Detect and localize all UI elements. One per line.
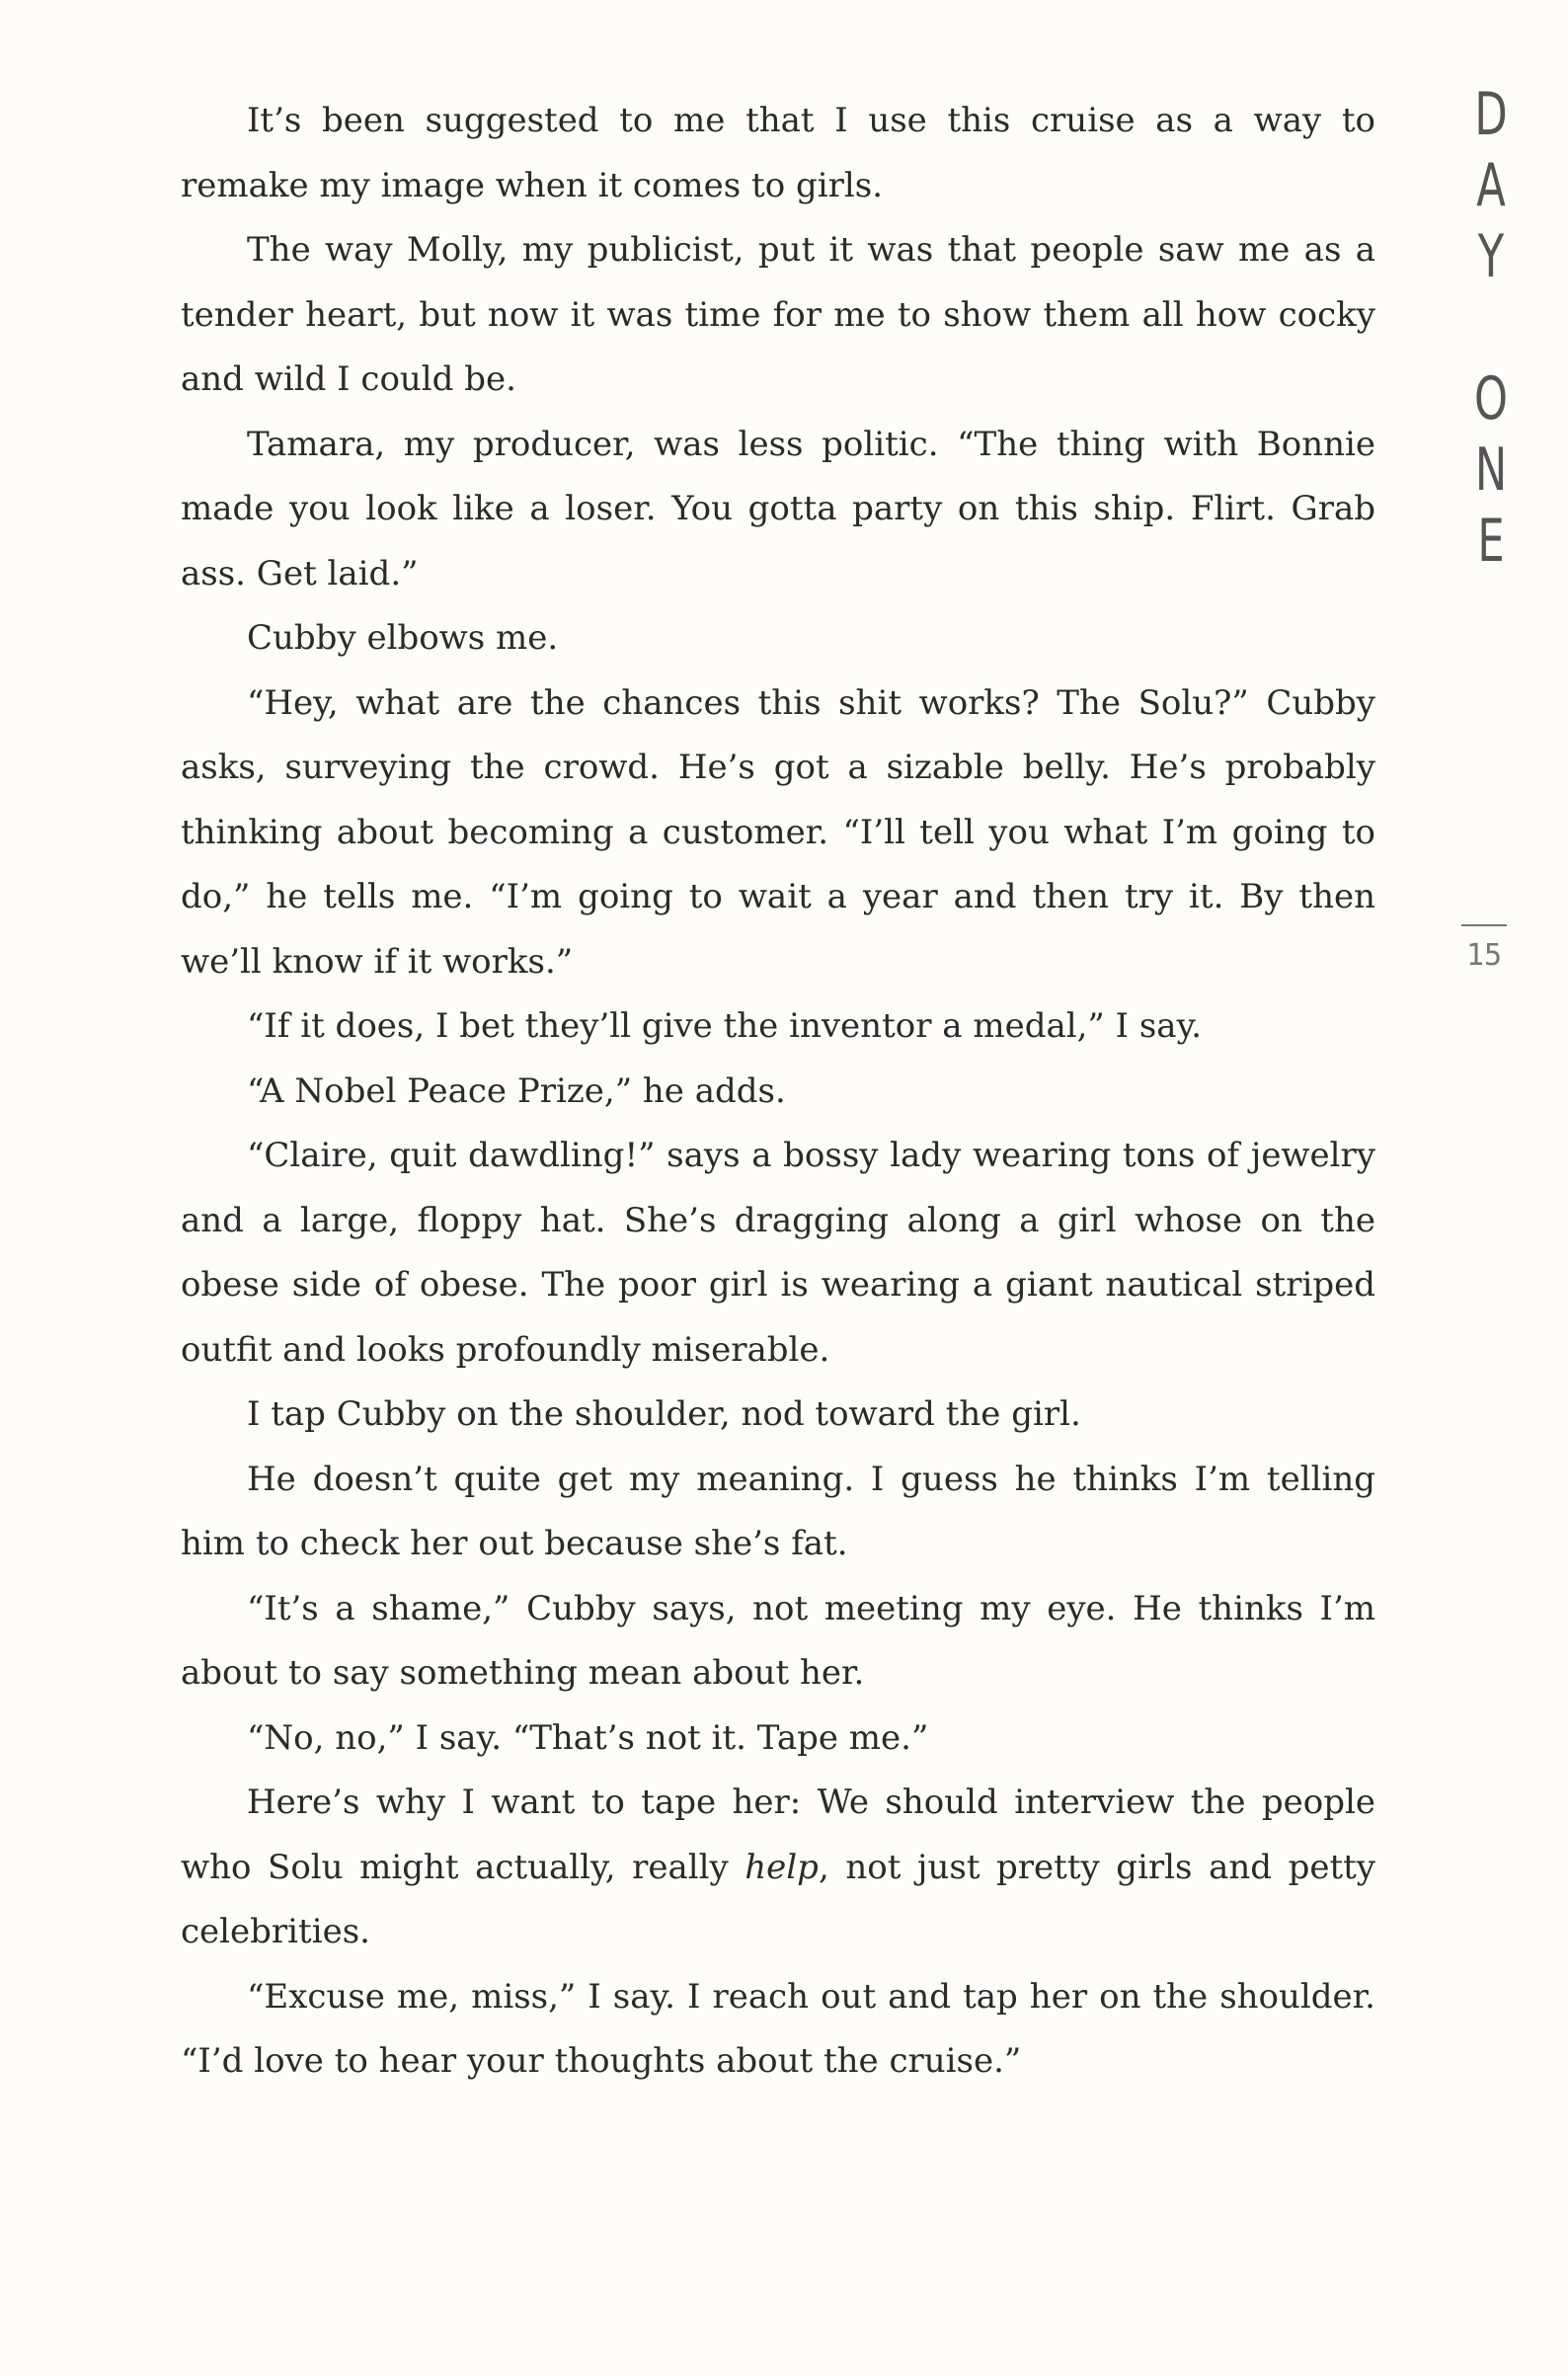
paragraph-text: , not just pretty girls and petty celebrities. [181,1847,1375,1951]
paragraph: It’s been suggested to me that I use this cruise as a way to remake my image when it comes to girls. [181,101,1375,205]
side-title-letter: O [1473,364,1508,434]
paragraph: “Claire, quit dawdling!” says a bossy lady wearing tons of jewelry and a large, floppy hat. She’s dragging along a girl whose on the obese side of obese. The poor girl is wearing a giant nautical striped outfit and looks profoundly miserable. [181,1136,1375,1370]
paragraph: “Hey, what are the chances this shit works? The Solu?” Cubby asks, surveying the crowd. He’s got a sizable belly. He’s probably thinking about becoming a customer. “I’ll tell you what I’m going to do,” he tells me. “I’m going to wait a year and then try it. By then we’ll know if it works.” [181,682,1375,982]
side-title-gap [1462,292,1520,363]
side-title-letter: N [1474,436,1508,505]
paragraph: The way Molly, my publicist, put it was that people saw me as a tender heart, but now it was time for me to show them all how cocky and wild I could be. [181,230,1375,399]
side-title-letter: Y [1477,222,1505,291]
folio-divider [1461,924,1507,926]
paragraph: “If it does, I bet they’ll give the inventor a medal,” I say. [247,1006,1203,1046]
paragraph: “Excuse me, miss,” I say. I reach out and tap her on the shoulder. “I’d love to hear your thoughts about the cruise.” [181,1976,1375,2081]
paragraph: “It’s a shame,” Cubby says, not meeting my eye. He thinks I’m about to say something mean about her. [181,1588,1375,1693]
paragraph: “No, no,” I say. “That’s not it. Tape me.” [247,1717,929,1758]
side-title-letter: E [1477,507,1505,576]
chapter-side-title [1462,79,1520,577]
page-number: 15 [1465,938,1503,973]
paragraph-text: Here’s why I want to tape her: We should interview the people who Solu might actually, really [181,1782,1375,1887]
paragraph: “A Nobel Peace Prize,” he adds. [247,1070,786,1111]
paragraph: Cubby elbows me. [247,618,559,658]
side-title-letter: A [1476,151,1506,220]
side-title-letter: D [1474,80,1508,149]
paragraph: I tap Cubby on the shoulder, nod toward the girl. [247,1394,1081,1434]
emphasis-text: help [745,1847,819,1887]
body-text [181,89,1375,2095]
paragraph [181,1771,1375,1965]
paragraph: Tamara, my producer, was less politic. “The thing with Bonnie made you look like a loser. You gotta party on this ship. Flirt. Grab ass. Get laid.” [181,424,1375,594]
paragraph: He doesn’t quite get my meaning. I guess he thinks I’m telling him to check her out because she’s fat. [181,1459,1375,1563]
